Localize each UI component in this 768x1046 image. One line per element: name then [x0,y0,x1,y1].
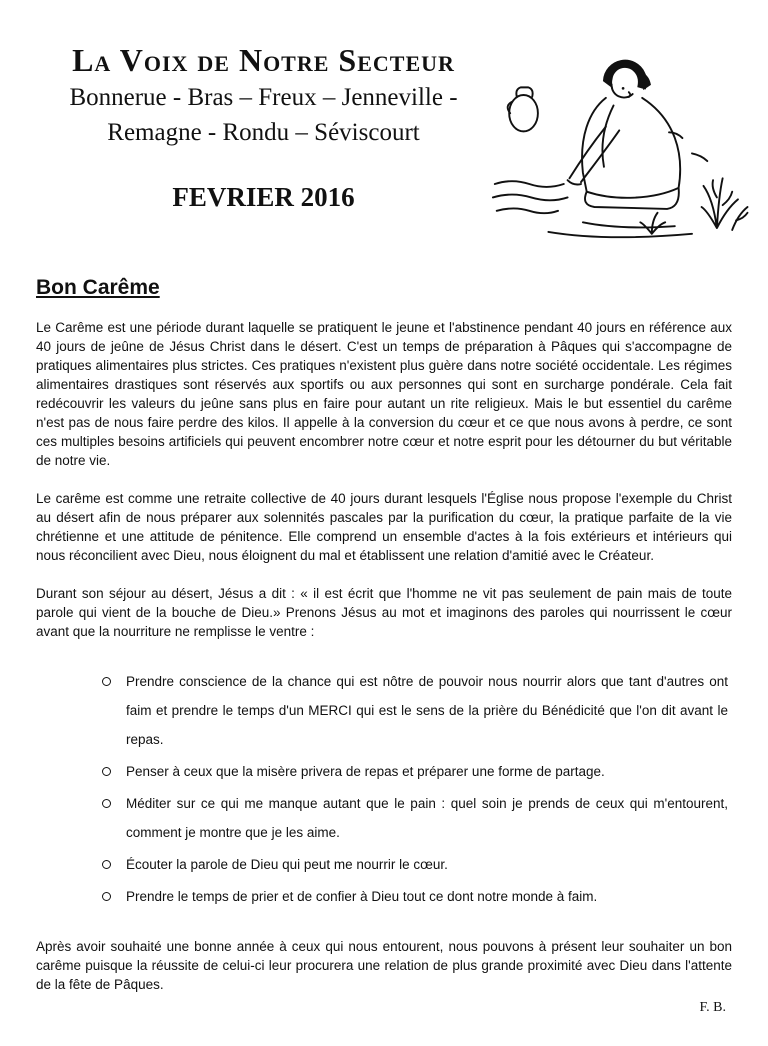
bullet-item [102,850,728,879]
section-heading: Bon Carême [36,276,160,299]
bullet-item [102,667,728,754]
bullet-text: Penser à ceux que la misère privera de repas et préparer une forme de partage. [126,764,605,779]
page-title: La Voix de Notre Secteur [72,42,455,78]
paragraph-2: Le carême est comme une retraite collective de 40 jours durant lesquels l'Église nous propose l'exemple du Christ au désert afin de nous préparer aux solennités pascales par la purification du cœur, la pratique parfaite de la vie chrétienne et une attitude de pénitence. Elle comprend un ensemble d'actes à la fois extérieurs et intérieurs qui nous réconcilient avec Dieu, nous éloignent du mal et établissent une relation d'amitié avec le Créateur. [36,491,732,563]
bullet-text: Écouter la parole de Dieu qui peut me nourrir le cœur. [126,857,448,872]
bullet-icon [102,860,111,869]
date-heading: FEVRIER 2016 [172,182,355,213]
bullet-icon [102,677,111,686]
bullet-icon [102,892,111,901]
kneeling-figure-illustration [491,38,759,242]
signature: F. B. [699,1000,726,1015]
bullet-item [102,882,728,911]
ground-lines [548,132,707,237]
closing-paragraph: Après avoir souhaité une bonne année à ceux qui nous entourent, nous pouvons à présent leur souhaiter un bon carême puisque la réussite de celui-ci leur procurera une relation de plus grande proximité avec Dieu dans l'attente de la fête de Pâques. [36,939,732,992]
paragraph-3: Durant son séjour au désert, Jésus a dit : « il est écrit que l'homme ne vit pas seulement de pain mais de toute parole qui vient de la bouche de Dieu.» Prenons Jésus au mot et imaginons des paroles qui nourrissent le cœur avant que la nourriture ne remplisse le ventre : [36,586,732,639]
kneeling-figure [568,61,681,209]
bullet-list [36,667,732,911]
jug-icon [508,87,538,131]
header [36,34,732,242]
bullet-item [102,757,728,786]
bullet-text: Prendre le temps de prier et de confier à Dieu tout ce dont notre monde à faim. [126,889,598,904]
title-block [36,34,491,213]
paragraph-1: Le Carême est une période durant laquelle se pratiquent le jeune et l'abstinence pendant 40 jours en référence aux 40 jours de jeûne de Jésus Christ dans le désert. C'est un temps de préparation à Pâques qui s'accompagne de pratiques alimentaires plus strictes. Ces pratiques n'existent plus guère dans notre société occidentale. Les régimes alimentaires drastiques sont réservés aux sportifs ou aux personnes qui sont en surcharge pondérale. Cela fait redécouvrir les valeurs du jeûne sans plus en faire pour autant un rite religieux. Mais le but essentiel du carême n'est pas de nous faire perdre des kilos. Il appelle à la conversion du cœur et ce que nous avons à perdre, ce sont ces multiples besoins artificiels qui peuvent encombrer notre cœur et notre esprit pour les détourner du but véritable de notre vie. [36,320,732,468]
bullet-icon [102,767,111,776]
bullet-icon [102,799,111,808]
villages-line-1: Bonnerue - Bras – Freux – Jenneville - [69,83,458,111]
bullet-text: Méditer sur ce qui me manque autant que le pain : quel soin je prends de ceux qui m'entourent, comment je montre que je les aime. [126,796,728,840]
bullet-item [102,789,728,847]
bullet-text: Prendre conscience de la chance qui est nôtre de pouvoir nous nourrir alors que tant d'autres ont faim et prendre le temps d'un MERCI qui est le sens de la prière du Bénédicité que l'on dit avant le repas. [126,674,728,747]
stream-lines [493,181,568,213]
illustration-container [491,34,759,242]
plants [640,178,747,234]
villages-line-2: Remagne - Rondu – Séviscourt [107,118,420,146]
